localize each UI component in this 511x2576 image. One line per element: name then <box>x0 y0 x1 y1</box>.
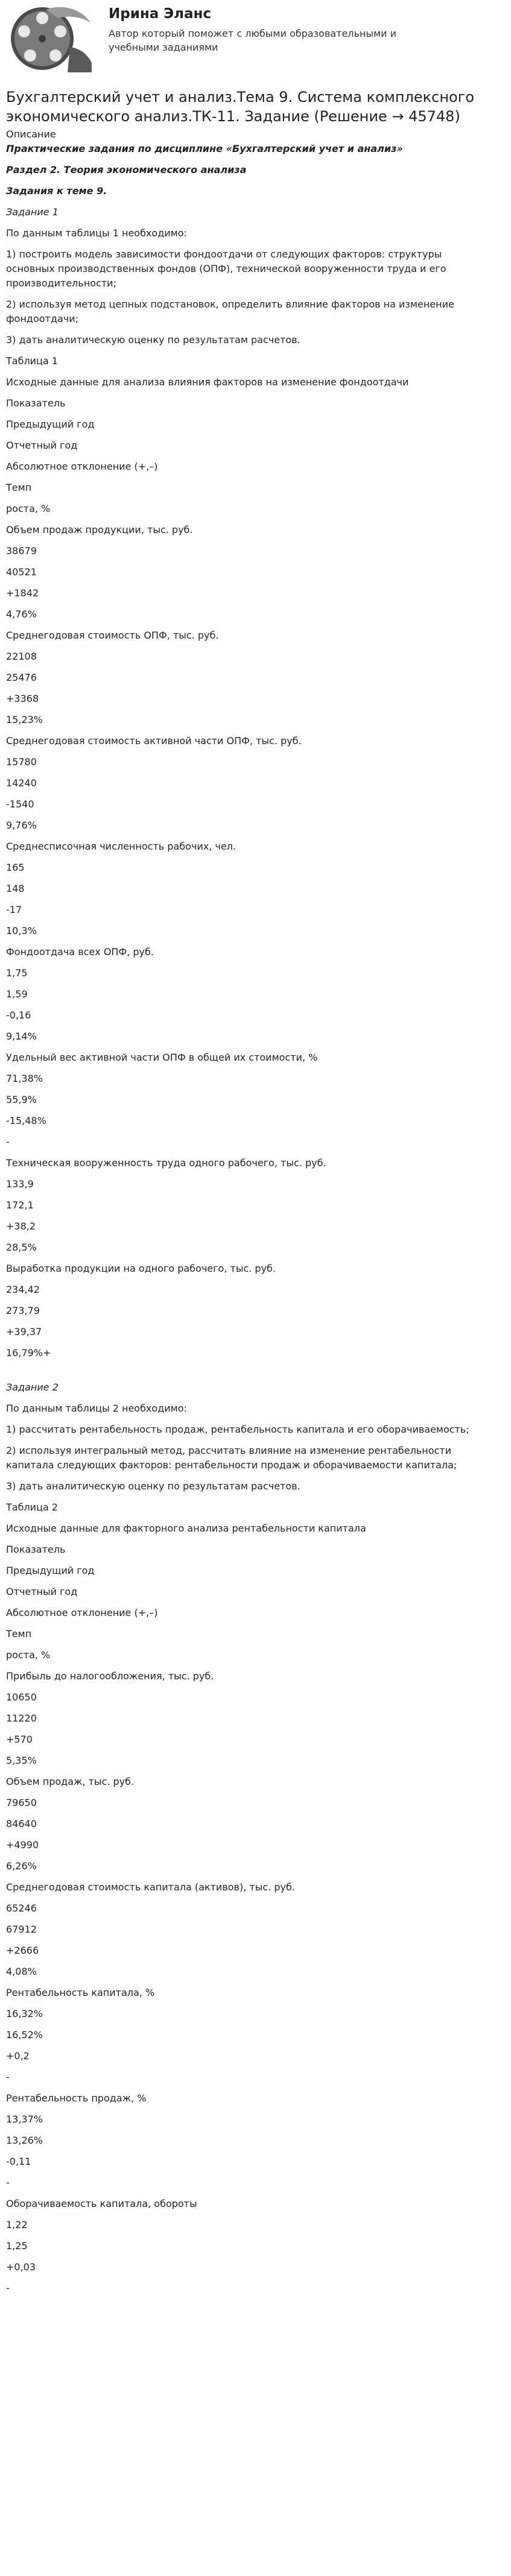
author-header <box>6 0 505 77</box>
task1-cell: 71,38% <box>6 1073 43 1085</box>
task2-cell: 16,52% <box>6 2029 43 2041</box>
task1-item: 1) построить модель зависимости фондоотдачи от следующих факторов: структуры основных производственных фондов (ОПФ), технической вооруженности труда и его производительности; <box>6 248 446 289</box>
task2-table-label: Таблица 2 <box>6 1501 59 1514</box>
task1-row-label: Среднегодовая стоимость ОПФ, тыс. руб. <box>6 630 219 642</box>
task1-cell: 15,23% <box>6 714 43 726</box>
task2-header-cell: Отчетный год <box>6 1586 78 1598</box>
task2-header-cell: Темп <box>6 1628 32 1640</box>
task1-label: Задание 1 <box>6 206 59 218</box>
topic-heading: Задания к теме 9. <box>6 185 107 197</box>
task2-cell: 10650 <box>6 1691 37 1703</box>
task2-row-label: Рентабельность продаж, % <box>6 2092 147 2104</box>
author-name[interactable]: Ирина Эланс <box>109 6 212 22</box>
task1-cell: +3368 <box>6 693 39 705</box>
task1-cell: 55,9% <box>6 1094 37 1106</box>
task1-row-label: Среднесписочная численность рабочих, чел. <box>6 841 236 853</box>
task2-cell: +2666 <box>6 1945 39 1957</box>
task2-header-cell: Предыдущий год <box>6 1565 95 1577</box>
section-heading: Раздел 2. Теория экономического анализа <box>6 164 247 176</box>
task2-item: 2) используя интегральный метод, рассчитать влияние на изменение рентабельности капитала следующих факторов: рентабельности продаж и оборачиваемости капитала; <box>6 1445 457 1471</box>
task1-cell: 273,79 <box>6 1305 40 1317</box>
task1-cell: 10,3% <box>6 925 37 937</box>
task2-cell: 11220 <box>6 1713 37 1725</box>
task1-item: 2) используя метод цепных подстановок, определить влияние факторов на изменение фондоотдачи; <box>6 298 454 325</box>
task2-label: Задание 2 <box>6 1381 59 1394</box>
task1-cell: +39,37 <box>6 1326 42 1338</box>
task1-cell: - <box>6 1136 10 1148</box>
task2-cell: 5,35% <box>6 1755 37 1767</box>
task1-cell: +38,2 <box>6 1220 36 1233</box>
task2-cell: 67912 <box>6 1924 37 1936</box>
task1-cell: 1,75 <box>6 967 28 979</box>
task1-cell: 133,9 <box>6 1178 34 1190</box>
task2-row-label: Рентабельность капитала, % <box>6 1987 155 1999</box>
task2-cell: 79650 <box>6 1797 37 1809</box>
task2-cell: 65246 <box>6 1902 37 1915</box>
task1-cell: 16,79%+ <box>6 1347 51 1359</box>
task1-cell: 15780 <box>6 756 37 768</box>
task2-table-caption: Исходные данные для факторного анализа рентабельности капитала <box>6 1523 366 1535</box>
task2-cell: 84640 <box>6 1818 37 1830</box>
task2-cell: - <box>6 2177 10 2189</box>
task1-items <box>6 247 505 354</box>
task1-row-label: Выработка продукции на одного рабочего, тыс. руб. <box>6 1263 276 1275</box>
film-reel-avatar-icon <box>10 5 93 72</box>
task2-cell: 13,37% <box>6 2114 43 2126</box>
task2-cell: 13,26% <box>6 2135 43 2147</box>
task1-header-cell: роста, % <box>6 503 51 515</box>
task2-cell: -0,11 <box>6 2156 31 2168</box>
task1-cell: -17 <box>6 904 22 916</box>
task2-cell: +4990 <box>6 1839 39 1851</box>
task2-cell: - <box>6 2071 10 2083</box>
task1-cell: +1842 <box>6 587 39 599</box>
task2-cell: 4,08% <box>6 1966 37 1978</box>
task2-cell: 16,32% <box>6 2008 43 2020</box>
task2-item: 3) дать аналитическую оценку по результатам расчетов. <box>6 1480 300 1492</box>
task1-intro: По данным таблицы 1 необходимо: <box>6 227 187 239</box>
task2-intro: По данным таблицы 2 необходимо: <box>6 1403 187 1415</box>
task1-header-cell: Показатель <box>6 397 66 409</box>
discipline-heading: Практические задания по дисциплине «Бухгалтерский учет и анализ» <box>6 143 403 155</box>
task2-table <box>6 1542 505 2302</box>
task1-cell: 40521 <box>6 566 37 578</box>
task1-cell: 4,76% <box>6 608 37 620</box>
task2-row-label: Объем продаж, тыс. руб. <box>6 1776 135 1788</box>
task2-cell: +0,2 <box>6 2050 30 2062</box>
task1-cell: 172,1 <box>6 1199 34 1211</box>
task1-cell: -15,48% <box>6 1115 46 1127</box>
task1-header-cell: Темп <box>6 482 32 494</box>
task2-item: 1) рассчитать рентабельность продаж, рентабельность капитала и его оборачиваемость; <box>6 1424 469 1436</box>
task2-cell: +0,03 <box>6 2261 36 2273</box>
task1-row-label: Фондоотдача всех ОПФ, руб. <box>6 946 154 958</box>
task2-cell: 1,22 <box>6 2219 28 2231</box>
task1-cell: 9,14% <box>6 1031 37 1043</box>
task2-items <box>6 1422 505 1500</box>
task2-row-label: Среднегодовая стоимость капитала (активов), тыс. руб. <box>6 1881 295 1893</box>
task1-cell: -0,16 <box>6 1009 31 1021</box>
task1-row-label: Среднегодовая стоимость активной части ОПФ, тыс. руб. <box>6 735 302 747</box>
task2-cell: 6,26% <box>6 1860 37 1872</box>
task1-row-label: Удельный вес активной части ОПФ в общей их стоимости, % <box>6 1052 318 1064</box>
task2-cell: +570 <box>6 1734 33 1746</box>
task2-header-cell: Показатель <box>6 1544 66 1556</box>
task2-row-label: Прибыль до налогообложения, тыс. руб. <box>6 1670 214 1682</box>
task1-table <box>6 396 505 1367</box>
description-label: Описание <box>6 128 56 140</box>
author-description: Автор который поможет с любыми образовательными и учебными заданиями <box>109 28 396 54</box>
avatar[interactable] <box>10 5 93 72</box>
task2-row-label: Оборачиваемость капитала, обороты <box>6 2198 197 2210</box>
task1-cell: 1,59 <box>6 988 28 1000</box>
task1-item: 3) дать аналитическую оценку по результатам расчетов. <box>6 334 300 346</box>
task1-cell: 148 <box>6 883 25 895</box>
task2-header-cell: роста, % <box>6 1649 51 1661</box>
task2-cell: - <box>6 2282 10 2294</box>
task2-header-cell: Абсолютное отклонение (+,–) <box>6 1607 158 1619</box>
task1-row-label: Объем продаж продукции, тыс. руб. <box>6 524 193 536</box>
task1-cell: 14240 <box>6 777 37 789</box>
task1-header-cell: Абсолютное отклонение (+,–) <box>6 461 158 473</box>
task1-table-label: Таблица 1 <box>6 355 59 367</box>
task1-cell: -1540 <box>6 798 34 810</box>
author-info <box>109 5 398 54</box>
task1-header-cell: Отчетный год <box>6 440 78 452</box>
task1-cell: 9,76% <box>6 819 37 832</box>
task1-cell: 22108 <box>6 651 37 663</box>
task1-cell: 28,5% <box>6 1242 37 1254</box>
task1-row-label: Техническая вооруженность труда одного рабочего, тыс. руб. <box>6 1157 326 1169</box>
task1-cell: 25476 <box>6 672 37 684</box>
page-title: Бухгалтерский учет и анализ.Тема 9. Система комплексного экономического анализ.ТК-11. Задание (Решение → 45748) <box>6 89 475 125</box>
task1-cell: 234,42 <box>6 1284 40 1296</box>
task1-cell: 165 <box>6 862 25 874</box>
task1-header-cell: Предыдущий год <box>6 418 95 431</box>
task1-table-caption: Исходные данные для анализа влияния факторов на изменение фондоотдачи <box>6 376 409 388</box>
task1-cell: 38679 <box>6 545 37 557</box>
task2-cell: 1,25 <box>6 2240 28 2252</box>
